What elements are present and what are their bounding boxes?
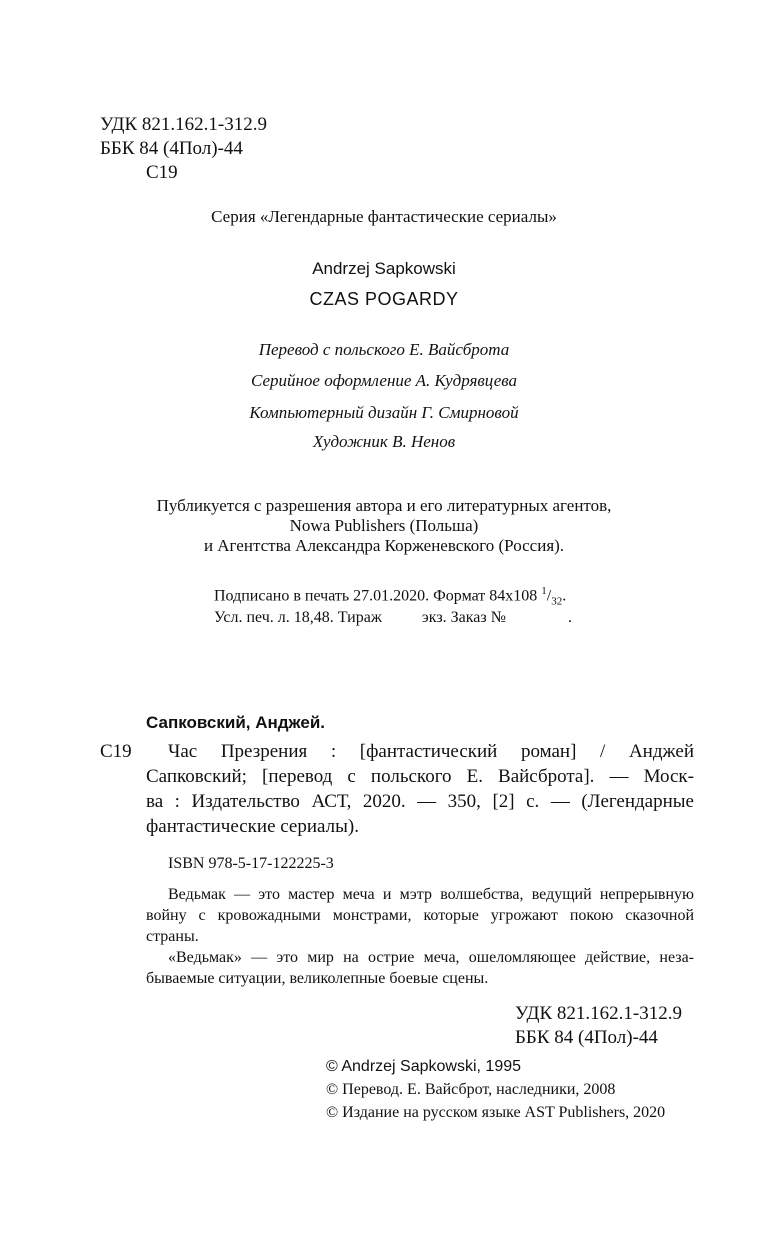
- copyright-edition: © Издание на русском языке AST Publishers, 2020: [326, 1104, 666, 1121]
- bbk-code: ББК 84 (4Пол)-44: [100, 138, 243, 159]
- print-signed-text: Подписано в печать 27.01.2020. Формат 84x108: [214, 587, 538, 605]
- print-sheets-text: Усл. печ. л. 18,48. Тираж: [214, 609, 382, 626]
- catalog-line-3: ва : Издательство АСТ, 2020. — 350, [2] с. — (Легендарные: [146, 791, 694, 812]
- credit-translation: Перевод с польского Е. Вайсброта: [258, 340, 510, 359]
- credit-series-design: Серийное оформление А. Кудрявцева: [250, 371, 517, 390]
- permission-line-1: Публикуется с разрешения автора и его литературных агентов,: [156, 496, 612, 515]
- udk-code: УДК 821.162.1-312.9: [100, 114, 267, 135]
- author-mark: С19: [146, 162, 178, 183]
- copyright-translation: © Перевод. Е. Вайсброт, наследники, 2008: [326, 1081, 616, 1098]
- annotation-p1-line-3: страны.: [146, 928, 199, 945]
- isbn: ISBN 978-5-17-122225-3: [168, 855, 334, 872]
- print-signed-end: .: [562, 587, 567, 605]
- catalog-heading: Сапковский, Анджей.: [146, 713, 326, 732]
- credit-artist: Художник В. Ненов: [312, 432, 456, 451]
- catalog-line-1: Час Презрения : [фантастический роман] / Анджей: [168, 741, 694, 762]
- original-title: CZAS POGARDY: [309, 289, 459, 309]
- permission-line-3: и Агентства Александра Корженевского (Россия).: [203, 536, 565, 555]
- print-sheets-end: .: [567, 609, 572, 626]
- annotation-p2-line-2: бываемые ситуации, великолепные боевые сцены.: [146, 970, 489, 987]
- series-line: Серия «Легендарные фантастические сериалы»: [211, 207, 557, 226]
- catalog-mark: С19: [100, 741, 132, 762]
- credit-computer-design: Компьютерный дизайн Г. Смирновой: [249, 403, 519, 422]
- annotation-p2-line-1: «Ведьмак» — это мир на острие меча, ошеломляющее действие, неза-: [168, 949, 694, 966]
- annotation-p1-line-1: Ведьмак — это мастер меча и мэтр волшебства, ведущий непрерывную: [168, 886, 694, 903]
- original-author: Andrzej Sapkowski: [312, 259, 456, 278]
- catalog-line-2: Сапковский; [перевод с польского Е. Вайсброта]. — Моск-: [146, 766, 694, 787]
- permission-line-2: Nowa Publishers (Польша): [289, 516, 479, 535]
- catalog-line-4: фантастические сериалы).: [146, 816, 359, 837]
- print-signed-line: Подписано в печать 27.01.2020. Формат 84x108 $^1/_{32}$.: [214, 585, 567, 608]
- format-denominator: 32: [551, 595, 563, 608]
- footer-bbk-code: ББК 84 (4Пол)-44: [515, 1027, 658, 1048]
- copyright-author: © Andrzej Sapkowski, 1995: [326, 1058, 522, 1075]
- print-copies-text: экз. Заказ №: [421, 609, 506, 626]
- footer-udk-code: УДК 821.162.1-312.9: [515, 1003, 682, 1024]
- annotation-p1-line-2: войну с кровожадными монстрами, которые угрожают покою сказочной: [146, 907, 694, 924]
- print-sheets-line: [214, 609, 572, 627]
- format-numerator: 1: [541, 585, 547, 597]
